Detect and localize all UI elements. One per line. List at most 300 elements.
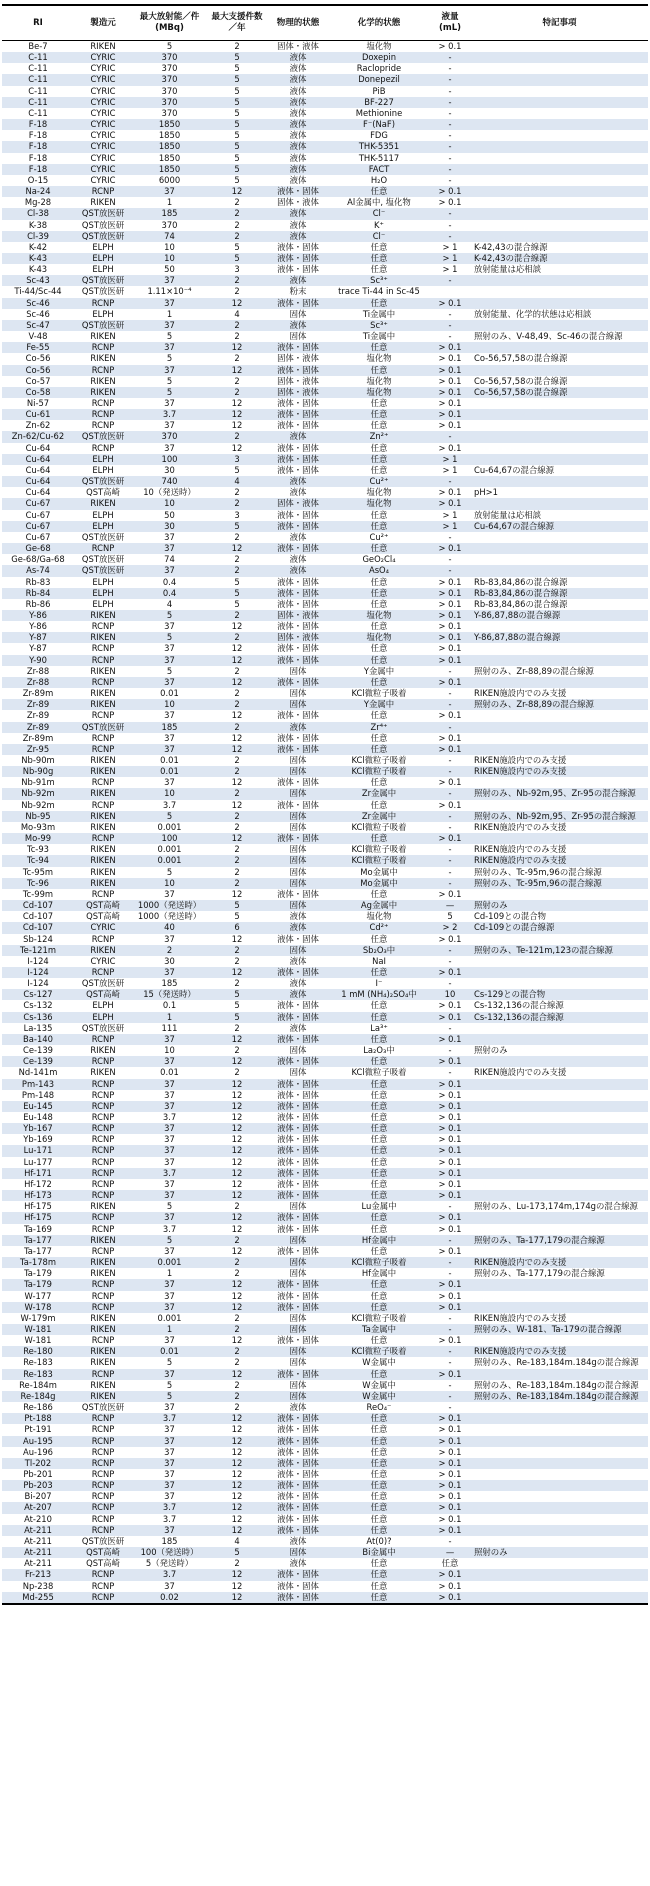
cell-max-activity: 0.001	[157, 844, 182, 855]
cell-volume: -	[448, 85, 452, 96]
cell-max-activity: 37	[164, 531, 175, 542]
table-row	[2, 643, 648, 654]
cell-ri: Y-87	[2, 632, 74, 643]
cell-notes: Cs-129との混合物	[471, 989, 648, 1000]
cell-volume: > 0.1	[429, 365, 471, 376]
cell-max-requests: 12	[231, 1446, 243, 1457]
cell-max-requests: 2	[207, 208, 267, 219]
cell-ri: Tc-94	[2, 855, 74, 866]
cell-manufacturer: QST放医研	[74, 231, 132, 242]
cell-chemical-state: Zr金属中	[329, 788, 429, 799]
cell-ri: Cu-64	[2, 454, 74, 465]
cell-physical-state: 液体	[267, 97, 329, 108]
cell-notes	[471, 889, 648, 900]
cell-max-activity: 37	[164, 442, 175, 453]
table-row	[2, 1034, 648, 1045]
cell-notes: Y-86,87,88の混合線源	[471, 632, 648, 643]
cell-max-activity: 5	[166, 866, 173, 877]
cell-ri: Zr-89m	[22, 688, 54, 699]
cell-max-activity: 0.4	[132, 588, 207, 599]
cell-chemical-state: 塩化物	[366, 911, 392, 922]
table-row	[2, 733, 648, 744]
cell-volume: -	[429, 74, 471, 85]
cell-max-activity: 37	[164, 1178, 175, 1189]
cell-manufacturer: RCNP	[91, 710, 115, 721]
cell-volume: > 1	[429, 521, 471, 532]
cell-manufacturer: RIKEN	[90, 1357, 116, 1368]
cell-max-activity: 370	[132, 52, 207, 63]
cell-max-requests: 2	[234, 1067, 240, 1078]
cell-max-requests: 2	[234, 1201, 240, 1212]
cell-volume: -	[429, 699, 471, 710]
cell-physical-state: 液体・固体	[267, 1279, 329, 1290]
cell-chemical-state: 任意	[370, 732, 388, 743]
table-row	[2, 978, 648, 989]
cell-max-requests: 12	[207, 1569, 267, 1580]
table-row	[2, 242, 648, 253]
table-row	[2, 1079, 648, 1090]
table-row	[2, 1502, 648, 1513]
cell-volume: > 0.1	[429, 1168, 471, 1179]
cell-manufacturer: RIKEN	[74, 811, 132, 822]
cell-ri: Np-238	[22, 1580, 54, 1591]
cell-manufacturer: CYRIC	[74, 141, 132, 152]
cell-physical-state: 液体	[267, 565, 329, 576]
cell-physical-state: 液体・固体	[267, 1302, 329, 1313]
cell-manufacturer: RCNP	[74, 1190, 132, 1201]
cell-notes	[471, 1581, 648, 1592]
cell-physical-state: 固体	[267, 699, 329, 710]
cell-volume: > 0.1	[429, 387, 471, 398]
cell-chemical-state: Al金属中, 塩化物	[347, 197, 411, 208]
cell-max-activity: 37	[164, 1089, 175, 1100]
cell-ri: F-18	[2, 164, 74, 175]
cell-notes	[471, 1212, 648, 1223]
cell-volume: -	[448, 219, 452, 230]
cell-notes: 照射のみ、Tc-95m,96の混合線源	[474, 866, 602, 877]
ri-supply-table	[2, 4, 648, 1605]
cell-max-requests: 12	[207, 677, 267, 688]
cell-manufacturer: RIKEN	[90, 197, 116, 208]
cell-notes: 照射のみ	[471, 900, 648, 911]
cell-notes	[471, 1123, 648, 1134]
cell-volume: > 0.1	[429, 1369, 471, 1380]
cell-ri: Re-184m	[19, 1379, 57, 1390]
cell-volume: -	[448, 955, 452, 966]
cell-ri: Hf-175	[2, 1212, 74, 1223]
cell-notes: Rb-83,84,86の混合線源	[474, 576, 568, 587]
cell-chemical-state: W金属中	[362, 1357, 396, 1368]
cell-notes	[471, 409, 648, 420]
cell-ri: At-211	[24, 1558, 52, 1569]
cell-notes: Cs-132,136の混合線源	[471, 1012, 648, 1023]
table-row	[2, 900, 648, 911]
cell-ri: Ce-139	[22, 1045, 53, 1056]
cell-notes	[471, 275, 648, 286]
cell-max-requests: 2	[234, 844, 240, 855]
cell-physical-state: 液体	[289, 85, 307, 96]
cell-volume: -	[448, 531, 452, 542]
cell-ri: Au-195	[2, 1436, 74, 1447]
cell-manufacturer: RCNP	[91, 777, 115, 788]
cell-max-activity: 50	[164, 264, 175, 275]
cell-max-requests: 5	[207, 253, 267, 264]
cell-manufacturer: RCNP	[74, 1369, 132, 1380]
cell-max-activity: 50	[164, 509, 175, 520]
cell-ri: Cu-64	[2, 476, 74, 487]
table-row	[2, 1491, 648, 1502]
cell-notes	[471, 1458, 648, 1469]
cell-manufacturer: RCNP	[74, 1302, 132, 1313]
table-row	[2, 119, 648, 130]
cell-notes	[471, 97, 648, 108]
cell-notes: RIKEN施設内でのみ支援	[471, 1346, 648, 1357]
cell-physical-state: 液体	[289, 911, 307, 922]
table-row	[2, 1346, 648, 1357]
cell-chemical-state: trace Ti-44 in Sc-45	[338, 286, 420, 297]
cell-max-requests: 2	[234, 41, 240, 51]
cell-volume: -	[448, 308, 452, 319]
cell-manufacturer: RCNP	[91, 732, 115, 743]
cell-volume: -	[448, 1379, 452, 1390]
cell-max-requests: 2	[207, 1346, 267, 1357]
cell-chemical-state: Bi金属中	[329, 1547, 429, 1558]
cell-physical-state: 固体	[289, 1379, 307, 1390]
cell-physical-state: 液体	[267, 431, 329, 442]
cell-chemical-state: 任意	[370, 464, 388, 475]
cell-notes: 照射のみ、Nb-92m,95、Zr-95の混合線源	[471, 811, 648, 822]
cell-ri: K-38	[28, 219, 48, 230]
cell-physical-state: 液体・固体	[277, 1134, 319, 1145]
cell-notes	[471, 164, 648, 175]
cell-physical-state: 液体	[289, 487, 307, 498]
table-row	[2, 610, 648, 621]
cell-max-activity: 370	[161, 63, 178, 74]
cell-volume: > 0.1	[429, 1569, 471, 1580]
cell-manufacturer: RCNP	[74, 1079, 132, 1090]
cell-max-requests: 12	[207, 1079, 267, 1090]
cell-chemical-state: 任意	[370, 799, 388, 810]
cell-max-activity: 100	[132, 454, 207, 465]
cell-volume: -	[448, 63, 452, 74]
cell-max-activity: 37	[132, 1123, 207, 1134]
cell-volume: -	[448, 152, 452, 163]
cell-physical-state: 液体	[267, 164, 329, 175]
cell-physical-state: 液体・固体	[277, 1469, 319, 1479]
cell-ri: Pt-191	[24, 1424, 52, 1435]
cell-notes	[471, 119, 648, 130]
cell-manufacturer: ELPH	[92, 509, 114, 520]
cell-physical-state: 固体・液体	[277, 375, 319, 386]
cell-physical-state: 液体	[267, 320, 329, 331]
cell-max-activity: 5（発送時）	[145, 1558, 194, 1569]
cell-notes: 照射のみ、Tc-95m,96の混合線源	[471, 878, 648, 889]
cell-notes: pH>1	[474, 487, 498, 498]
cell-volume: -	[448, 821, 452, 832]
cell-ri: F-18	[28, 152, 48, 163]
cell-ri: At-211	[2, 1525, 74, 1536]
cell-chemical-state: Hf金属中	[361, 1268, 397, 1279]
cell-manufacturer: RIKEN	[90, 866, 116, 877]
cell-max-requests: 12	[207, 967, 267, 978]
cell-manufacturer: RCNP	[74, 1569, 132, 1580]
cell-volume: > 0.1	[438, 1223, 462, 1234]
table-row	[2, 632, 648, 643]
cell-notes: 照射のみ	[474, 1045, 508, 1056]
cell-physical-state: 液体・固体	[267, 253, 329, 264]
cell-max-requests: 12	[207, 655, 267, 666]
cell-manufacturer: RIKEN	[74, 1391, 132, 1402]
cell-max-activity: 37	[164, 1491, 175, 1502]
cell-physical-state: 液体	[267, 231, 329, 242]
cell-volume: > 0.1	[438, 375, 462, 386]
cell-ri: Nb-91m	[21, 777, 55, 788]
cell-max-requests: 12	[207, 1168, 267, 1179]
table-row	[2, 554, 648, 565]
cell-max-activity: 37	[132, 1525, 207, 1536]
cell-max-requests: 2	[234, 1045, 240, 1056]
cell-physical-state: 液体・固体	[277, 1513, 319, 1524]
cell-physical-state: 液体	[289, 955, 307, 966]
cell-volume: > 0.1	[429, 1034, 471, 1045]
cell-notes	[471, 86, 648, 97]
cell-physical-state: 液体・固体	[277, 643, 319, 654]
cell-max-requests: 2	[234, 197, 240, 208]
cell-chemical-state: 任意	[370, 442, 388, 453]
cell-physical-state: 液体	[267, 275, 329, 286]
cell-ri: Rb-84	[2, 588, 74, 599]
cell-max-activity: 37	[132, 1279, 207, 1290]
cell-volume: > 1	[442, 509, 458, 520]
cell-volume: -	[429, 119, 471, 130]
cell-notes	[471, 967, 648, 978]
cell-chemical-state: 任意	[370, 576, 388, 587]
cell-physical-state: 液体	[289, 63, 307, 74]
cell-max-requests: 5	[207, 164, 267, 175]
cell-notes	[471, 1291, 648, 1302]
cell-ri: Re-184g	[2, 1391, 74, 1402]
cell-notes	[471, 153, 648, 164]
cell-chemical-state: 任意	[370, 710, 388, 721]
table-row	[2, 108, 648, 119]
cell-chemical-state: Zr金属中	[329, 811, 429, 822]
cell-manufacturer: RIKEN	[90, 1067, 116, 1078]
cell-volume: -	[448, 1402, 452, 1413]
table-row	[2, 1012, 648, 1023]
table-row	[2, 1569, 648, 1580]
cell-ri: K-42	[28, 241, 48, 252]
cell-max-requests: 12	[207, 1525, 267, 1536]
cell-physical-state: 固体・液体	[277, 197, 319, 208]
cell-chemical-state: 塩化物	[329, 632, 429, 643]
cell-volume: > 0.1	[429, 610, 471, 621]
cell-manufacturer: CYRIC	[74, 52, 132, 63]
cell-ri: Sc-46	[2, 298, 74, 309]
cell-notes	[471, 1168, 648, 1179]
cell-notes	[471, 476, 648, 487]
cell-manufacturer: RCNP	[74, 1123, 132, 1134]
cell-max-activity: 3.7	[162, 1513, 177, 1524]
cell-chemical-state: 任意	[370, 1178, 388, 1189]
cell-chemical-state: 任意	[370, 1000, 388, 1011]
cell-notes: 照射のみ、W-181、Ta-179の混合線源	[471, 1324, 648, 1335]
cell-physical-state: 固体	[289, 821, 307, 832]
cell-physical-state: 固体・液体	[277, 41, 319, 51]
cell-ri: Cu-64	[25, 442, 51, 453]
cell-physical-state: 液体・固体	[267, 1145, 329, 1156]
cell-manufacturer: QST高崎	[74, 1547, 132, 1558]
cell-volume: > 0.1	[438, 1446, 462, 1457]
cell-max-activity: 0.01	[160, 1067, 179, 1078]
cell-physical-state: 液体・固体	[267, 1369, 329, 1380]
cell-chemical-state: 任意	[329, 298, 429, 309]
cell-ri: Ta-177	[2, 1235, 74, 1246]
cell-max-activity: 0.001	[132, 855, 207, 866]
cell-chemical-state: 任意	[370, 398, 388, 408]
cell-max-requests: 2	[207, 811, 267, 822]
table-row	[2, 1279, 648, 1290]
cell-volume: > 0.1	[429, 186, 471, 197]
cell-volume: —	[429, 900, 471, 911]
cell-volume: > 0.1	[429, 1279, 471, 1290]
cell-chemical-state: KCl微粒子吸着	[351, 1067, 407, 1078]
cell-physical-state: 液体・固体	[267, 1413, 329, 1424]
cell-max-activity: 37	[164, 1156, 175, 1167]
cell-physical-state: 液体・固体	[267, 833, 329, 844]
cell-physical-state: 液体・固体	[267, 365, 329, 376]
cell-volume: —	[429, 1547, 471, 1558]
cell-ri: Cu-67	[25, 509, 51, 520]
cell-ri: Md-255	[2, 1592, 74, 1604]
cell-max-activity: 37	[132, 967, 207, 978]
cell-notes: 照射のみ、Ta-177,179の混合線源	[474, 1268, 605, 1279]
cell-physical-state: 固体	[289, 755, 307, 765]
cell-manufacturer: RCNP	[91, 799, 115, 810]
cell-max-requests: 5	[234, 85, 240, 96]
cell-manufacturer: RIKEN	[90, 331, 116, 342]
cell-chemical-state: 任意	[329, 1212, 429, 1223]
cell-ri: Hf-173	[2, 1190, 74, 1201]
cell-max-requests: 5	[207, 74, 267, 85]
table-row	[2, 41, 648, 53]
cell-volume: -	[429, 945, 471, 956]
cell-volume: -	[429, 208, 471, 219]
cell-chemical-state: 1 mM (NH₄)₂SO₄中	[329, 989, 429, 1000]
cell-max-activity: 37	[132, 1436, 207, 1447]
cell-volume: -	[429, 476, 471, 487]
table-row	[2, 1056, 648, 1067]
cell-physical-state: 液体・固体	[267, 1101, 329, 1112]
cell-ri: Ce-139	[2, 1056, 74, 1067]
cell-physical-state: 固体・液体	[267, 387, 329, 398]
cell-ri: C-11	[28, 107, 48, 118]
cell-notes	[471, 1502, 648, 1513]
cell-chemical-state: 任意	[370, 598, 388, 609]
cell-max-requests: 2	[234, 955, 240, 966]
table-row	[2, 621, 648, 632]
cell-max-requests: 12	[231, 1178, 243, 1189]
cell-manufacturer: RIKEN	[90, 353, 116, 364]
cell-max-requests: 12	[231, 420, 243, 431]
cell-chemical-state: Mo金属中	[360, 866, 398, 877]
cell-volume: > 0.1	[438, 1112, 462, 1122]
cell-ri: Hf-175	[24, 1201, 52, 1212]
cell-physical-state: 液体	[267, 476, 329, 487]
cell-max-activity: 37	[132, 275, 207, 286]
cell-manufacturer: QST放医研	[74, 565, 132, 576]
cell-notes	[471, 1079, 648, 1090]
cell-volume: -	[429, 231, 471, 242]
cell-ri: Be-7	[28, 41, 48, 51]
cell-physical-state: 液体・固体	[267, 1458, 329, 1469]
table-row	[2, 588, 648, 599]
cell-volume: > 0.1	[438, 777, 462, 788]
cell-max-activity: 37	[164, 1134, 175, 1145]
cell-ri: Pm-143	[2, 1079, 74, 1090]
cell-max-activity: 5	[132, 1391, 207, 1402]
cell-chemical-state: Zr⁴⁺	[329, 722, 429, 733]
cell-ri: Ta-179	[24, 1268, 52, 1279]
cell-chemical-state: Ta金属中	[329, 1324, 429, 1335]
cell-max-requests: 2	[234, 1022, 240, 1033]
cell-chemical-state: 任意	[370, 1469, 388, 1479]
cell-volume: > 0.1	[429, 1012, 471, 1023]
cell-manufacturer: RCNP	[74, 1212, 132, 1223]
cell-physical-state: 固体	[267, 1391, 329, 1402]
cell-max-activity: 5	[166, 1379, 173, 1390]
table-row	[2, 1145, 648, 1156]
cell-max-activity: 37	[132, 565, 207, 576]
cell-notes	[471, 1335, 648, 1346]
cell-manufacturer: RCNP	[91, 420, 115, 431]
cell-ri: La-135	[23, 1022, 53, 1033]
cell-ri: Ge-68	[2, 543, 74, 554]
cell-volume: -	[448, 554, 452, 565]
cell-max-activity: 37	[132, 1302, 207, 1313]
header-max-activity: 最大放射能／件 (MBq)	[132, 5, 207, 41]
cell-volume: > 0.1	[438, 1290, 462, 1301]
table-row	[2, 1424, 648, 1435]
cell-ri: Nd-141m	[18, 1067, 58, 1078]
cell-max-requests: 2	[234, 1312, 240, 1323]
cell-manufacturer: ELPH	[74, 521, 132, 532]
cell-manufacturer: RIKEN	[90, 755, 116, 765]
cell-manufacturer: RCNP	[91, 888, 115, 899]
cell-physical-state: 固体	[289, 1268, 307, 1279]
cell-manufacturer: RIKEN	[74, 945, 132, 956]
cell-notes	[471, 1558, 648, 1569]
cell-physical-state: 液体・固体	[267, 454, 329, 465]
cell-max-requests: 12	[207, 1302, 267, 1313]
cell-notes: Co-56,57,58の混合線源	[474, 353, 568, 364]
cell-notes	[471, 1134, 648, 1145]
header-manufacturer: 製造元	[74, 5, 132, 41]
cell-notes	[471, 722, 648, 733]
cell-ri: Co-58	[2, 387, 74, 398]
cell-physical-state: 液体	[289, 130, 307, 141]
table-row	[2, 1391, 648, 1402]
cell-max-activity: 37	[132, 1145, 207, 1156]
cell-manufacturer: RCNP	[74, 342, 132, 353]
cell-notes	[471, 175, 648, 186]
cell-chemical-state: Cd²⁺	[329, 922, 429, 933]
table-row	[2, 1023, 648, 1034]
cell-chemical-state: 任意	[370, 264, 388, 275]
cell-manufacturer: CYRIC	[90, 955, 116, 966]
cell-physical-state: 粉末	[289, 286, 307, 297]
cell-volume: > 0.1	[429, 1502, 471, 1513]
cell-volume: > 1	[429, 454, 471, 465]
